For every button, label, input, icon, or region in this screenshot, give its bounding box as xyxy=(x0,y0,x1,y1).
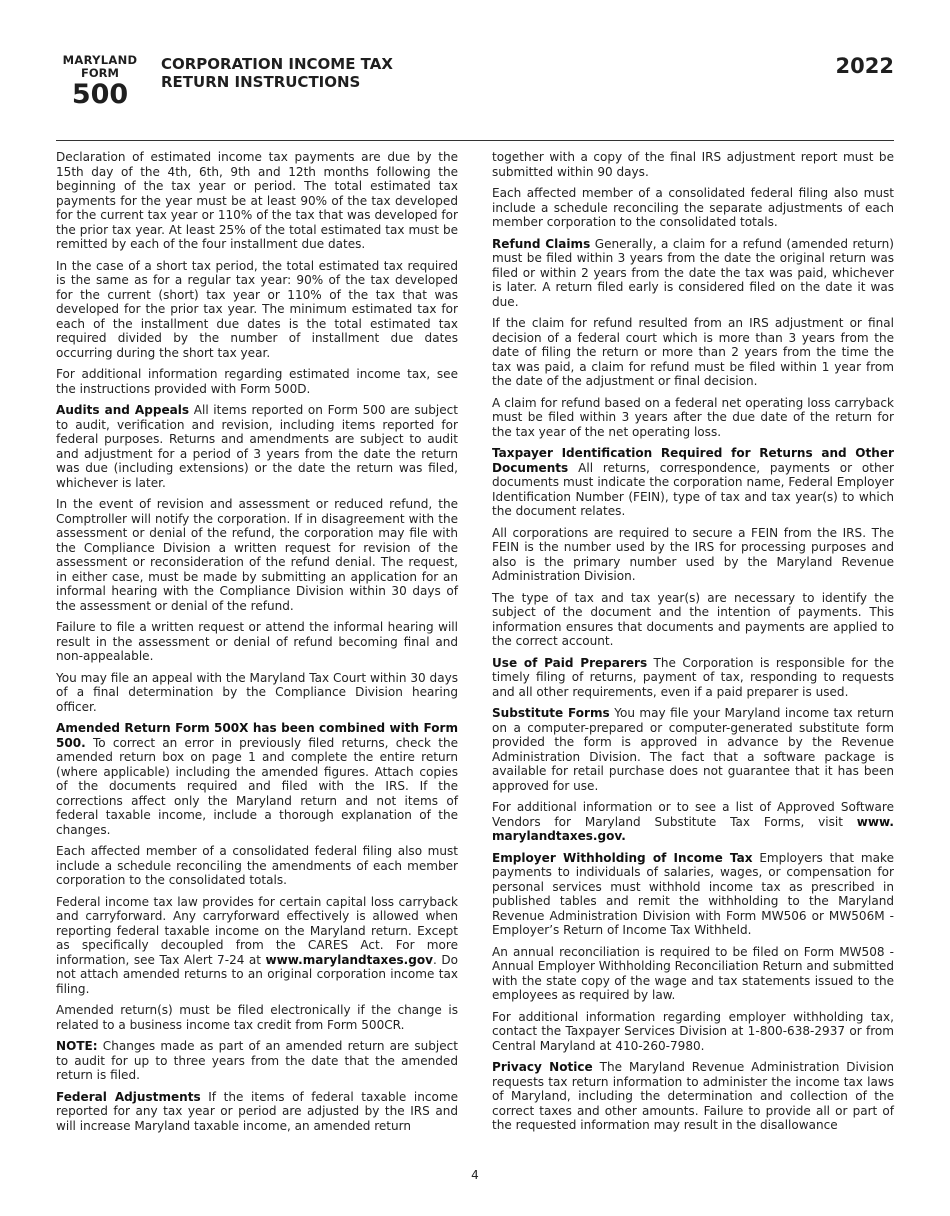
paragraph-heading: Audits and Appeals xyxy=(56,403,190,417)
paragraph-text: All items reported on Form 500 are subject to audit, verification and revision, including items reported for federal purposes. Returns and amendments are subject to audit and adjustment for a period of 3 years from the date the return was due (including extensions) or the date the return was filed, whichever is later. xyxy=(56,403,458,490)
paragraph xyxy=(56,403,458,490)
paragraph-heading: Refund Claims xyxy=(492,236,591,251)
paragraph-text: In the case of a short tax period, the total estimated tax required is the same as for a regular tax year: 90% of the tax developed for the current (short) tax year or 110% of the tax that was developed for the prior tax year. The minimum estimated tax for each of the installment due dates is the total estimated tax required divided by the number of installment due dates occurring during the short tax year. xyxy=(56,258,458,360)
paragraph xyxy=(56,259,458,361)
paragraph-text: The Corporation is responsible for the timely filing of returns, payment of tax, responding to requests and all other requirements, even if a paid preparer is used. xyxy=(492,655,895,699)
paragraph-text: Failure to file a written request or attend the informal hearing will result in the assessment or denial of refund becoming final and non-appealable. xyxy=(56,620,458,663)
website-link: www.marylandtaxes.gov xyxy=(265,952,433,967)
paragraph xyxy=(56,1039,458,1083)
paragraph xyxy=(56,150,458,252)
paragraph-text: Each affected member of a consolidated federal filing also must include a schedule reconciling the separate adjustments of each member corporation to the consolidated totals. xyxy=(492,186,894,229)
paragraph-text: Generally, a claim for a refund (amended return) must be filed within 3 years from the date the original return was filed or within 2 years from the date the tax was paid, whichever is later. A return filed early is considered filed on the date it was due. xyxy=(492,236,894,309)
paragraph xyxy=(492,1010,894,1054)
paragraph xyxy=(56,721,458,837)
paragraph-text: The Maryland Revenue Administration Division requests tax return information to administer the income tax laws of Maryland, including the determination and collection of the correct taxes and other amounts. Failure to provide all or part of the requested information may result in the disallowance xyxy=(492,1060,894,1132)
paragraph xyxy=(492,316,894,389)
paragraph-text: For additional information regarding estimated income tax, see the instructions provided with Form 500D. xyxy=(56,367,458,396)
paragraph xyxy=(492,186,894,230)
paragraph-text: Federal income tax law provides for certain capital loss carryback and carryforward. Any carryforward effectively is allowed when reporting federal taxable income on the Maryland return. Except as specifically decoupled from the CARES Act. For more information, see Tax Alert 7-24 at xyxy=(56,894,458,967)
paragraph-heading: Employer Withholding of Income Tax xyxy=(492,850,753,865)
paragraph-text: All corporations are required to secure a FEIN from the IRS. The FEIN is the number used by the IRS for processing purposes and also is the primary number used by the Maryland Revenue Administration Division. xyxy=(492,525,894,583)
paragraph xyxy=(492,945,894,1003)
website-link: www. marylandtaxes.gov. xyxy=(492,814,894,843)
state-label: MARYLAND xyxy=(62,53,138,67)
paragraph-text: If the items of federal taxable income reported for any tax year or period are adjusted by the IRS and will increase Maryland taxable income, an amended return xyxy=(56,1089,458,1133)
paragraph xyxy=(492,396,894,440)
paragraph-text: The type of tax and tax year(s) are necessary to identify the subject of the document and the intention of payments. This information ensures that documents and payments are applied to the correct account. xyxy=(492,590,894,648)
paragraph-text: For additional information regarding employer withholding tax, contact the Taxpayer Services Division at 1-800-638-2937 or from Central Maryland at 410-260-7980. xyxy=(492,1009,894,1053)
right-column xyxy=(492,150,894,1140)
paragraph xyxy=(56,844,458,888)
header-divider xyxy=(56,140,894,141)
paragraph xyxy=(56,671,458,715)
paragraph-text: All returns, correspondence, payments or other documents must indicate the corporation name, Federal Employer Identification Number (FEIN), type of tax and tax year(s) to which the document relates. xyxy=(492,460,894,518)
form-label: FORM xyxy=(81,66,119,80)
paragraph-heading: Use of Paid Preparers xyxy=(492,655,648,670)
paragraph-heading: Amended Return Form 500X has been combined with Form 500. xyxy=(56,721,458,750)
paragraph xyxy=(492,526,894,584)
left-column xyxy=(56,150,458,1140)
paragraph xyxy=(492,1060,894,1133)
paragraph-heading: Taxpayer Identification Required for Returns and Other Documents xyxy=(492,446,894,475)
page-title xyxy=(161,55,393,91)
paragraph-text: A claim for refund based on a federal net operating loss carryback must be filed within 3 years after the due date of the return for the tax year of the net operating loss. xyxy=(492,395,894,439)
tax-year: 2022 xyxy=(835,54,894,78)
paragraph-text: To correct an error in previously filed returns, check the amended return box on page 1 and complete the entire return (where applicable) including the amended figures. Attach copies of the documents required and filed with the IRS. If the corrections affect only the Maryland return and not items of federal taxable income, include a thorough explanation of the changes. xyxy=(56,735,458,837)
paragraph-text: Changes made as part of an amended return are subject to audit for up to three years from the date that the amended return is filed. xyxy=(56,1039,458,1082)
paragraph-text-tail: . Do not attach amended returns to an original corporation income tax filing. xyxy=(56,952,458,996)
paragraph xyxy=(492,851,894,938)
page-number: 4 xyxy=(471,1168,479,1182)
paragraph-heading: NOTE: xyxy=(56,1039,98,1053)
form-badge xyxy=(56,54,144,110)
paragraph-text: In the event of revision and assessment or reduced refund, the Comptroller will notify the corporation. If in disagreement with the assessment or denial of the refund, the corporation may file with the Compliance Division a written request for revision of the assessment or reconsideration of the refund denial. The request, in either case, must be made by submitting an application for an informal hearing with the Compliance Division within 30 days of the assessment or denial of the refund. xyxy=(56,497,458,613)
paragraph xyxy=(56,1003,458,1032)
paragraph xyxy=(492,656,894,700)
paragraph xyxy=(492,150,894,179)
paragraph-text: You may file your Maryland income tax return on a computer-prepared or computer-generated substitute form provided the form is approved in advance by the Revenue Administration Division. The fact that a software package is available for retail purchase does not guarantee that it has been approved for use. xyxy=(492,706,894,793)
paragraph xyxy=(492,591,894,649)
paragraph-text: Each affected member of a consolidated federal filing also must include a schedule reconciling the amendments of each member corporation to the consolidated totals. xyxy=(56,844,458,887)
paragraph-text: Amended return(s) must be filed electronically if the change is related to a business income tax credit from Form 500CR. xyxy=(56,1003,458,1032)
paragraph xyxy=(492,800,894,844)
paragraph-text: An annual reconciliation is required to be filed on Form MW508 - Annual Employer Withholding Reconciliation Return and submitted with the state copy of the wage and tax statements issued to the employees as required by law. xyxy=(492,944,894,1002)
paragraph-text: Declaration of estimated income tax payments are due by the 15th day of the 4th, 6th, 9th and 12th months following the beginning of the tax year or period. The total estimated tax payments for the year must be at least 90% of the tax developed for the current tax year or 110% of the tax that was developed for the prior tax year. At least 25% of the total estimated tax must be remitted by each of the four installment due dates. xyxy=(56,150,458,251)
paragraph xyxy=(56,367,458,396)
paragraph-text: If the claim for refund resulted from an IRS adjustment or final decision of a federal court which is more than 3 years from the date of filing the return or more than 2 years from the time the tax was paid, a claim for refund must be filed within 1 year from the date of the adjustment or final decision. xyxy=(492,316,894,388)
paragraph-text: Employers that make payments to individuals of salaries, wages, or compensation for personal services must withhold income tax as prescribed in published tables and remit the withholding to the Maryland Revenue Administration Division with Form MW506 or MW506M - Employer’s Return of Income Tax Withheld. xyxy=(492,850,894,937)
form-number: 500 xyxy=(71,79,129,110)
paragraph-heading: Substitute Forms xyxy=(492,706,610,720)
paragraph-text: You may file an appeal with the Maryland Tax Court within 30 days of a final determination by the Compliance Division hearing officer. xyxy=(56,670,458,714)
paragraph xyxy=(492,446,894,519)
paragraph-heading: Privacy Notice xyxy=(492,1060,593,1074)
paragraph xyxy=(56,497,458,613)
paragraph xyxy=(56,895,458,997)
paragraph xyxy=(492,237,894,310)
title-line-2: RETURN INSTRUCTIONS xyxy=(161,73,361,91)
paragraph-text: For additional information or to see a list of Approved Software Vendors for Maryland Substitute Tax Forms, visit xyxy=(492,800,894,829)
paragraph-text: together with a copy of the final IRS adjustment report must be submitted within 90 days. xyxy=(492,150,894,179)
paragraph xyxy=(492,706,894,793)
paragraph xyxy=(56,1090,458,1134)
title-line-1: CORPORATION INCOME TAX xyxy=(161,55,393,73)
paragraph xyxy=(56,620,458,664)
paragraph-heading: Federal Adjustments xyxy=(56,1089,201,1104)
